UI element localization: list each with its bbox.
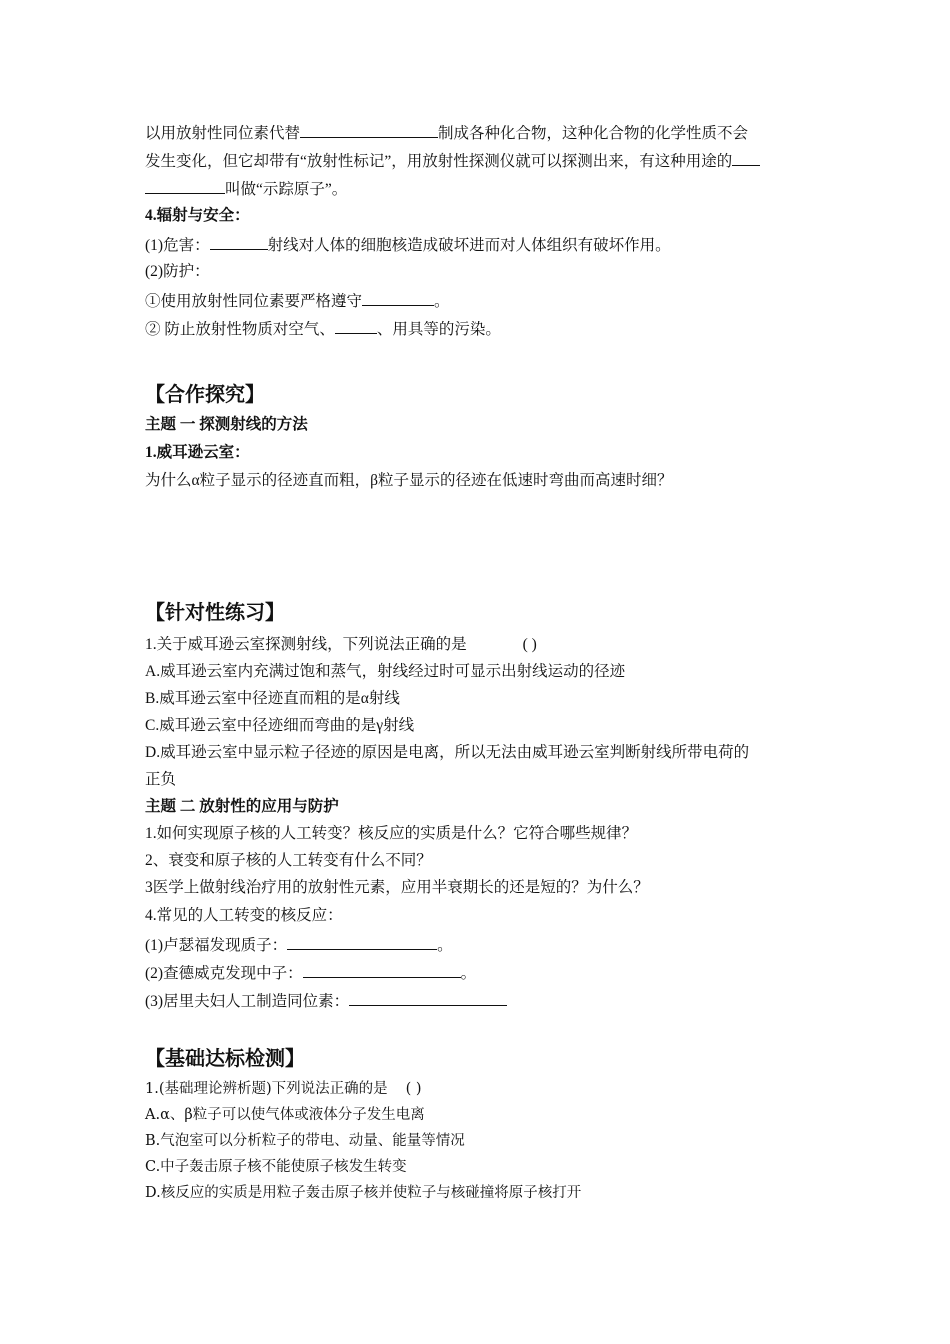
fill-blank — [335, 318, 377, 334]
question-text: 为什么α粒子显示的径迹直而粗，β粒子显示的径迹在低速时弯曲而高速时细？ — [145, 472, 673, 489]
text-span: 制成各种化合物，这种化合物的化学性质不会 — [438, 125, 749, 142]
text-span: ② 防止放射性物质对空气、 — [145, 321, 335, 338]
option-a: A.α、β粒子可以使气体或液体分子发生电离 — [145, 1107, 425, 1123]
section-heading: 【针对性练习】 — [145, 600, 285, 624]
question-text: 4.常见的人工转变的核反应： — [145, 907, 343, 924]
subsection-title: 1.威耳逊云室： — [145, 444, 250, 461]
text-span: 1.(基础理论辨析题)下列说法正确的是 — [145, 1081, 388, 1097]
fill-blank — [362, 290, 434, 306]
text-span: 。 — [434, 293, 450, 310]
text-span: 发生变化，但它却带有“放射性标记”，用放射性探测仪就可以探测出来，有这种用途的 — [145, 153, 733, 170]
text-span: 射线对人体的细胞核造成破坏进而对人体组织有破坏作用。 — [267, 237, 671, 254]
section-heading: 【基础达标检测】 — [145, 1046, 305, 1070]
answer-paren: ( ) — [522, 636, 537, 653]
question-text — [145, 635, 537, 655]
text-span: (2)查德威克发现中子： — [145, 965, 303, 982]
text-span: 。 — [437, 937, 453, 954]
text-line — [145, 178, 347, 200]
option-b: B.气泡室可以分析粒子的带电、动量、能量等情况 — [145, 1133, 465, 1149]
text-span: (1)卢瑟福发现质子： — [145, 937, 288, 954]
fill-blank — [303, 962, 461, 978]
option-d: D.核反应的实质是用粒子轰击原子核并使粒子与核碰撞将原子核打开 — [145, 1185, 582, 1201]
text-line — [145, 934, 453, 956]
text-line: (2)防护： — [145, 263, 210, 280]
option-b: B.威耳逊云室中径迹直而粗的是α射线 — [145, 690, 400, 707]
text-line — [145, 962, 476, 984]
question-text: 1.如何实现原子核的人工转变？核反应的实质是什么？它符合哪些规律？ — [145, 825, 638, 842]
text-span: (3)居里夫妇人工制造同位素： — [145, 993, 350, 1010]
text-line — [145, 122, 748, 144]
section-heading: 【合作探究】 — [145, 382, 265, 406]
fill-blank — [145, 178, 225, 194]
text-span: 、用具等的污染。 — [376, 321, 501, 338]
text-span: (1)危害： — [145, 237, 210, 254]
text-span: 叫做“示踪原子”。 — [225, 181, 348, 198]
question-text: 2、衰变和原子核的人工转变有什么不同？ — [145, 852, 432, 869]
question-text: 3医学上做射线治疗用的放射性元素，应用半衰期长的还是短的？为什么？ — [145, 879, 649, 896]
fill-blank — [210, 234, 268, 250]
option-d: D.威耳逊云室中显示粒子径迹的原因是电离，所以无法由威耳逊云室判断射线所带电荷的 — [145, 744, 750, 761]
option-a: A.威耳逊云室内充满过饱和蒸气，射线经过时可显示出射线运动的径迹 — [145, 663, 626, 680]
answer-paren: ( ) — [405, 1081, 422, 1097]
text-line — [145, 990, 507, 1012]
option-d-cont: 正负 — [145, 771, 177, 788]
text-line — [145, 150, 760, 172]
text-span: 以用放射性同位素代替 — [145, 125, 301, 142]
topic-title: 主题 二 放射性的应用与防护 — [145, 798, 339, 815]
topic-title: 主题 一 探测射线的方法 — [145, 416, 308, 433]
text-line — [145, 318, 501, 340]
question-text — [145, 1079, 422, 1099]
fill-blank — [732, 150, 760, 166]
text-span: 。 — [460, 965, 477, 982]
text-span: ①使用放射性同位素要严格遵守 — [145, 293, 363, 310]
fill-blank — [287, 934, 437, 950]
option-c: C.威耳逊云室中径迹细而弯曲的是γ射线 — [145, 717, 415, 734]
section-title: 4.辐射与安全： — [145, 207, 250, 224]
text-line — [145, 234, 671, 256]
fill-blank — [300, 122, 438, 138]
text-span: 1.关于威耳逊云室探测射线，下列说法正确的是 — [145, 636, 467, 653]
option-c: C.中子轰击原子核不能使原子核发生转变 — [145, 1159, 407, 1175]
text-line — [145, 290, 450, 312]
fill-blank — [349, 990, 507, 1006]
